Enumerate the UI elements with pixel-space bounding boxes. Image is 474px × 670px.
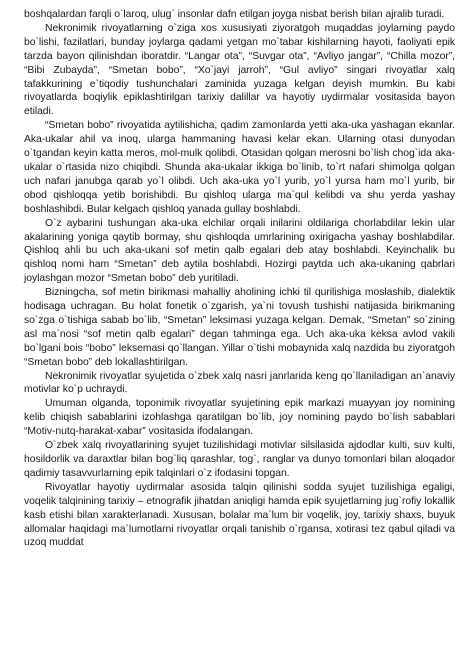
paragraph-4: O`z aybarini tushungan aka-uka elchilar orqali inilarini oldilariga chorlabdilar lekin ular akalarining yoniga qaytib bormay, shu qishloqda umrlarining oxirigacha yashay boshlabdilar. Qishloq ahli bu uch aka-ukani sof metin qalb egalari deb atay boshlabdi. Keyinchalik bu qishloq nomi ham “Smetan” deb aytila boshlabdi. Hozirgi paytda uch aka-ukaning qabrlari joylashgan mozor “Smetan bobo” deb yuritiladi.: [24, 217, 455, 285]
paragraph-2: Nekronimik rivoyatlarning o`ziga xos xususiyati ziyoratgoh muqaddas joylarning paydo bo`lishi, fazilatlari, bunday joylarga qadami yetgan mo`tabar kishilarning hayoti, faoliyati epik tarzda bayon qilinishdan iboratdir. “Langar ota”, “Suvgar ota”, “Avliyo jangar”, “Chilla mozor”, “Bibi Zubayda”, “Smetan bobo”, “Xo`jayi jarroh”, “Gul avliyo” singari rivoyatlar xalq tafakkurining e`tiqodiy tushunchalari zaminida yuzaga kelgan deyish mumkin. Bu kabi rivoyatlarda boqiylik epiklashtirilgan tarixiy dalillar va hayotiy uydirmalar vositasida bayon etiladi.: [24, 22, 455, 118]
document-body: [24, 8, 455, 550]
paragraph-9: Rivoyatlar hayotiy uydirmalar asosida talqin qilinishi sodda syujet tuzilishiga egaligi, voqelik talqinining tarixiy – etnografik jihatdan aniqligi hamda epik syujetlarning jug`rofiy lokallik kasb etishi bilan xarakterlanadi. Xususan, bolalar ma`lum bir voqelik, joy, tarixiy shaxs, buyuk allomalar haqidagi ma`lumotlarni rivoyatlar orqali tanishib o`rgansa, xotirasi tez qabul qiladi va uzoq muddat: [24, 481, 455, 549]
paragraph-5: Bizningcha, sof metin birikmasi mahalliy aholining ichki til qurilishiga moslashib, dialektik hodisaga uchragan. Bu holat fonetik o`zgarish, ya`ni tovush tushishi natijasida birikmaning so`zga o`tishiga sabab bo`lib, “Smetan” leksimasi yuzaga kelgan. Demak, “Smetan” so`zining asl ma`nosi “sof metin qalb egalari” degan tahminga ega. Uch aka-uka keksa avlod vakili bo`lgani bois “bobo” leksemasi qo`llangan. Yillar o`tishi mobaynida xalq nazdida bu ziyoratgoh “Smetan bobo” deb lokallashtirilgan.: [24, 287, 455, 368]
paragraph-7: Umuman olganda, toponimik rivoyatlar syujetining epik markazi muayyan joy nomining kelib chiqish sabablarini izohlashga qaratilgan bo`lib, joy nomining paydo bo`lish sabablari “Motiv-nutq-harakat-xabar” vositasida ifodalangan.: [24, 398, 455, 438]
paragraph-6: Nekronimik rivoyatlar syujetida o`zbek xalq nasri janrlarida keng qo`llaniladigan an`anaviy motivlar ko`p uchraydi.: [24, 370, 455, 396]
paragraph-1: boshqalardan farqli o`laroq, ulug` insonlar dafn etilgan joyga nisbat berish bilan ajralib turadi.: [24, 9, 445, 20]
paragraph-8: O`zbek xalq rivoyatlarining syujet tuzilishidagi motivlar silsilasida ajdodlar kulti, suv kulti, hosildorlik va daraxtlar bilan bog`liq qarashlar, tog`, ranglar va dunyo tomonlari bilan aloqador qadimiy tasavvurlarning epik talqinlari o`z ifodasini topgan.: [24, 440, 455, 479]
paragraph-3: “Smetan bobo” rivoyatida aytilishicha, qadim zamonlarda yetti aka-uka yashagan ekanlar. Aka-ukalar ahil va inoq, ularga hammaning havasi kelar ekan. Ularning otasi dunyodan o`tgandan keyin katta meros, mol-mulk qolibdi. Otasidan qolgan merosni bo`lish chog`ida aka-ukalar o`rtasida nizo chiqibdi. Shunda aka-ukalar ikkiga bo`linib, to`rt nafari shimolga qolgan uch nafari janubga qarab yo`l olibdi. Uch aka-uka yo`l yurib, yo`l yursa ham mo`l yurib, bir obod qishloqqa yetib borishibdi. Bu qishloq ularga ma`qul kelibdi va shu yerda yashay boshlashibdi. Bular kelgach qishloq yanada gullay boshlabdi.: [24, 120, 455, 215]
